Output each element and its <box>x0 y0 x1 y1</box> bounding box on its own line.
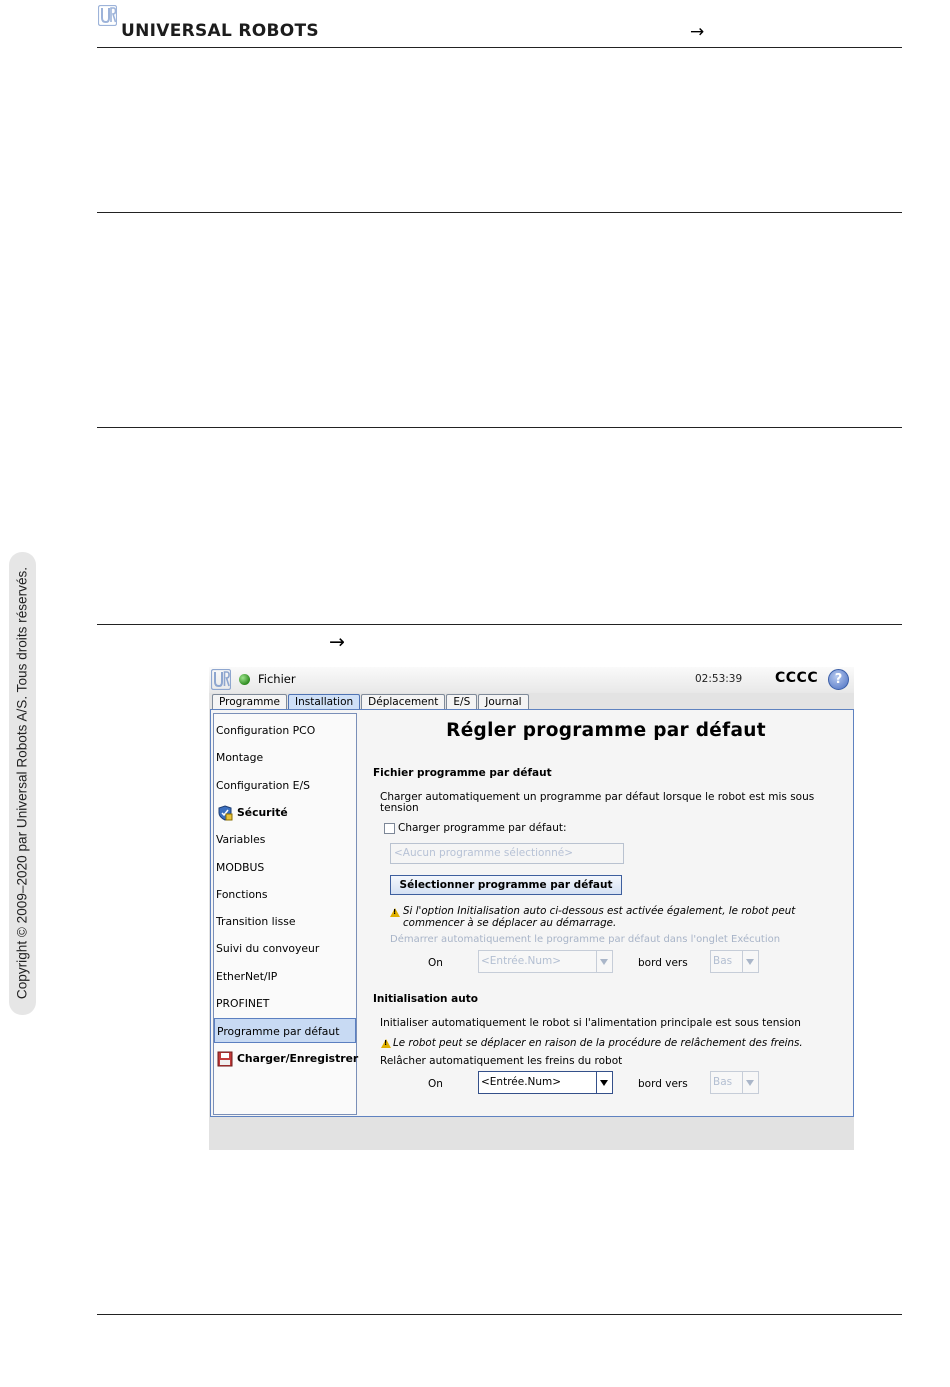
warning-icon <box>390 908 400 917</box>
header-arrow: → <box>690 22 705 42</box>
sidebar-item-configuration-e-s[interactable] <box>214 773 356 798</box>
section1-description-cont: tension <box>380 802 419 814</box>
sidebar-item-modbus[interactable] <box>214 855 356 880</box>
divider <box>97 427 902 428</box>
brand-name: UNIVERSAL ROBOTS <box>121 21 319 41</box>
sidebar-item-profinet[interactable] <box>214 991 356 1016</box>
sidebar-item-label: Programme par défaut <box>217 1025 340 1039</box>
brake-edge-select[interactable] <box>710 1071 759 1094</box>
ur-app-logo-icon <box>211 669 231 690</box>
divider <box>97 624 902 625</box>
sidebar-item-transition-lisse[interactable] <box>214 909 356 934</box>
autostart-edge-select[interactable] <box>710 950 759 973</box>
brake-input-value: <Entrée.Num> <box>481 1076 562 1088</box>
brake-edge-label: bord vers <box>638 1078 688 1090</box>
program-field[interactable]: <Aucun programme sélectionné> <box>390 843 624 864</box>
sidebar-item-variables[interactable] <box>214 827 356 852</box>
warning-icon <box>381 1039 391 1048</box>
chevron-down-icon <box>596 1072 612 1093</box>
tab-d-placement[interactable]: Déplacement <box>361 694 445 709</box>
robot-status-icon <box>239 674 250 685</box>
tab-e-s[interactable]: E/S <box>446 694 477 709</box>
sidebar-item-configuration-pco[interactable] <box>214 718 356 743</box>
sidebar-item-label: Charger/Enregistrer <box>237 1051 359 1065</box>
sidebar-item-charger-enregistrer[interactable] <box>214 1046 359 1071</box>
divider <box>97 212 902 213</box>
sidebar-item-label: Montage <box>216 751 264 765</box>
sidebar-item-fonctions[interactable] <box>214 882 356 907</box>
sidebar-item-label: MODBUS <box>216 860 265 874</box>
autostart-label: Démarrer automatiquement le programme par défaut dans l'onglet Exécution <box>390 934 781 945</box>
autostart-on-label: On <box>428 957 443 969</box>
chevron-down-icon <box>742 951 758 972</box>
warning-text: Si l'option Initialisation auto ci-dessous est activée également, le robot peut <box>403 905 796 917</box>
sidebar-item-programme-par-defaut[interactable] <box>214 1018 356 1043</box>
tab-installation[interactable]: Installation <box>288 694 360 709</box>
autostart-input-value: <Entrée.Num> <box>481 955 562 967</box>
top-bar <box>209 667 854 693</box>
sidebar-item-label: Configuration E/S <box>216 778 310 792</box>
section2-description: Initialiser automatiquement le robot si l'alimentation principale est sous tension <box>380 1017 801 1029</box>
load-default-checkbox[interactable] <box>384 823 395 834</box>
clock: 02:53:39 <box>695 673 743 685</box>
panel-title: Régler programme par défaut <box>446 720 766 741</box>
ur-logo-icon <box>98 5 117 26</box>
sidebar-item-label: EtherNet/IP <box>216 969 278 983</box>
robot-name: CCCC <box>775 670 819 686</box>
sidebar-item-label: Sécurité <box>237 805 288 819</box>
load-default-label: Charger programme par défaut: <box>398 822 567 834</box>
warning-text-cont: commencer à se déplacer au démarrage. <box>403 917 617 929</box>
sidebar-item-ethernet-ip[interactable] <box>214 964 356 989</box>
polyscope-window <box>209 667 854 1150</box>
chevron-down-icon <box>742 1072 758 1093</box>
default-program-panel <box>361 710 851 1112</box>
sidebar-item-montage[interactable] <box>214 745 356 770</box>
main-tabs <box>212 694 530 709</box>
sidebar-item-label: Configuration PCO <box>216 724 316 737</box>
floppy-disk-icon <box>217 1051 233 1067</box>
installation-content <box>210 709 854 1117</box>
autostart-edge-label: bord vers <box>638 957 688 969</box>
sidebar-item-label: Fonctions <box>216 887 268 901</box>
select-default-program-button[interactable]: Sélectionner programme par défaut <box>390 875 622 895</box>
sidebar-item-securite[interactable] <box>214 800 356 825</box>
figure-arrow: → <box>329 631 345 653</box>
help-icon[interactable]: ? <box>828 669 849 690</box>
divider <box>97 47 902 48</box>
shield-lock-icon <box>217 805 233 821</box>
divider <box>97 1314 902 1315</box>
brake-input-select[interactable] <box>478 1071 613 1094</box>
chevron-down-icon <box>596 951 612 972</box>
file-menu[interactable]: Fichier <box>258 672 296 686</box>
bottom-bar <box>209 1117 854 1150</box>
sidebar-item-suivi-du-convoyeur[interactable] <box>214 936 356 961</box>
section1-description: Charger automatiquement un programme par défaut lorsque le robot est mis sous <box>380 791 815 803</box>
sidebar-item-label: PROFINET <box>216 997 270 1010</box>
autostart-edge-value: Bas <box>713 955 733 967</box>
brake-on-label: On <box>428 1078 443 1090</box>
tab-programme[interactable]: Programme <box>212 694 287 709</box>
autostart-input-select[interactable] <box>478 950 613 973</box>
auto-init-warning: Le robot peut se déplacer en raison de la procédure de relâchement des freins. <box>393 1037 803 1049</box>
copyright-text: Copyright © 2009–2020 par Universal Robots A/S. Tous droits réservés. <box>14 566 30 1000</box>
installation-sidebar <box>213 713 357 1115</box>
sidebar-item-label: Variables <box>216 833 266 847</box>
section-title-auto-init: Initialisation auto <box>373 993 478 1005</box>
brake-release-label: Relâcher automatiquement les freins du robot <box>380 1055 623 1067</box>
sidebar-item-label: Suivi du convoyeur <box>216 942 320 956</box>
section-title-default-file: Fichier programme par défaut <box>373 767 552 779</box>
sidebar-item-label: Transition lisse <box>216 915 296 929</box>
brake-edge-value: Bas <box>713 1076 733 1088</box>
tab-journal[interactable]: Journal <box>478 694 528 709</box>
